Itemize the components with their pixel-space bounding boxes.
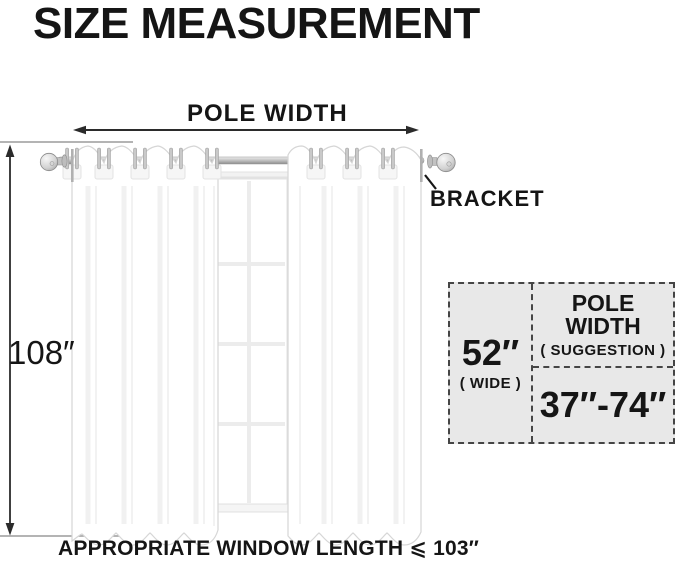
curtain-width-caption: ( WIDE ) (459, 374, 522, 392)
pole-width-suggestion-title: POLE WIDTH (565, 289, 641, 339)
pole-width-range-cell (533, 368, 673, 442)
pole-width-range-value: 37″-74″ (539, 384, 667, 425)
window-length-note: APPROPRIATE WINDOW LENGTH ⩽ 103″ (58, 537, 480, 560)
window-illustration (206, 172, 294, 512)
pole-width-column (533, 284, 673, 442)
pole-width-suggestion-caption: ( SUGGESTION ) (540, 341, 666, 359)
curtain-length-label: 108″ (8, 334, 75, 371)
window-sill (206, 504, 294, 512)
pole-width-label: POLE WIDTH (187, 100, 348, 127)
page-title: SIZE MEASUREMENT (33, 0, 480, 48)
bracket-label: BRACKET (430, 186, 545, 211)
size-suggestion-panel (448, 282, 675, 444)
right-finial-icon (427, 153, 455, 171)
right-curtain-panel (288, 146, 421, 545)
curtain-width-value: 52″ (461, 331, 520, 373)
curtain-width-cell (450, 284, 533, 442)
pole-width-suggestion-cell (533, 284, 673, 368)
